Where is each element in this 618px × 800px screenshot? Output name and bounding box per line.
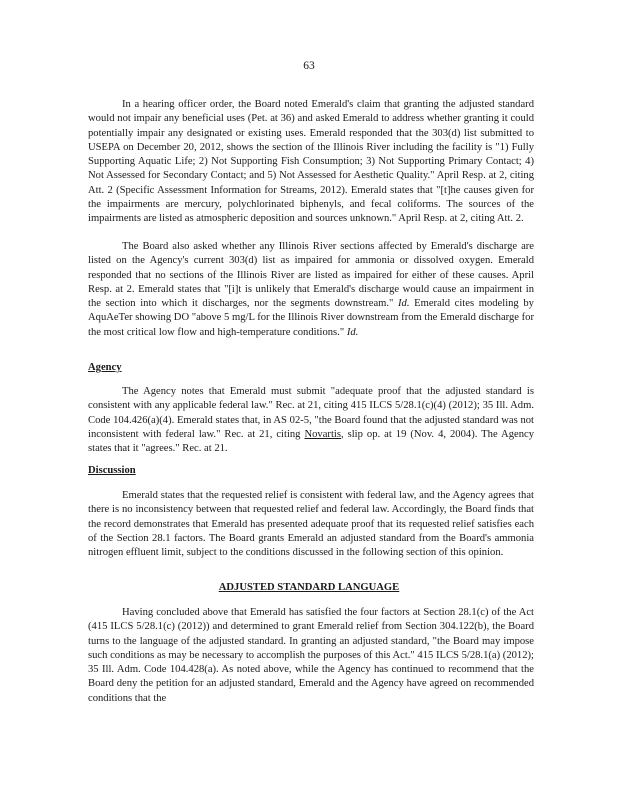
heading-agency: Agency	[88, 362, 122, 373]
paragraph-adjusted-standard	[88, 606, 534, 706]
paragraph-agency	[88, 385, 534, 456]
citation-id: Id.	[346, 326, 359, 338]
paragraph-text: Having concluded above that Emerald has satisfied the four factors at Section 28.1(c) of the Act (415 ILCS 5/28.1(c) (2012)) and determined to grant Emerald relief from Section 304.122(b), the Board turns to the language of the adjusted standard. In granting an adjusted standard, "the Board may impose such conditions as may be necessary to accomplish the purposes of this Act." 415 ILCS 5/28.1(a) (2012); 35 Ill. Adm. Code 104.428(a). As noted above, while the Agency has continued to recommend that the Board deny the petition for an adjusted standard, Emerald and the Agency have agreed on recommended conditions that the	[88, 607, 534, 704]
page-number: 63	[303, 60, 315, 72]
paragraph-text-part: The Agency notes that Emerald must submit "adequate proof that the adjusted standard is consistent with any applicable federal law." Rec. at 21, citing 415 ILCS 5/28.1(c)(4) (2012); 35 Ill. Adm. Code 104.426(a)(4). Emerald states that, in AS 02-5, "the Board found that the adjusted standard was not inconsistent with federal law." Rec. at 21, citing	[88, 386, 534, 440]
paragraph-303d-listing	[88, 240, 534, 340]
paragraph-impairment-uses	[88, 98, 534, 227]
citation-id: Id.	[398, 298, 410, 310]
paragraph-discussion	[88, 489, 534, 560]
paragraph-text: Emerald states that the requested relief is consistent with federal law, and the Agency agrees that there is no inconsistency between that requested relief and federal law. Accordingly, the Board finds that the record demonstrates that Emerald has presented adequate proof that its requested relief satisfies each of the Section 28.1 factors. The Board grants Emerald an adjusted standard from the Board's ammonia nitrogen effluent limit, subject to the conditions discussed in the following section of this opinion.	[88, 490, 534, 559]
paragraph-text: In a hearing officer order, the Board noted Emerald's claim that granting the adjusted standard would not impair any beneficial uses (Pet. at 36) and asked Emerald to address whether granting it could potentially impair any designated or existing uses. Emerald responded that the 303(d) list submitted to USEPA on December 20, 2012, shows the section of the Illinois River including the facility is "1) Fully Supporting Aquatic Life; 2) Not Supporting Fish Consumption; 3) Not Supporting Primary Contact; 4) Not Assessed for Secondary Contact; and 5) Not Assessed for Aesthetic Quality." April Resp. at 2, citing Att. 2 (Specific Assessment Information for Streams, 2012). Emerald states that "[t]he causes given for the impairments are mercury, polychlorinated biphenyls, and fecal coliforms. The sources of the impairments are listed as atmospheric deposition and sources unknown." April Resp. at 2, citing Att. 2.	[88, 99, 534, 225]
paragraph-text-part: , slip op. at 19 (Nov. 4, 2004). The Agency states that it "agrees." Rec. at 21.	[88, 428, 534, 455]
paragraph-text-part: Emerald cites modeling by AquAeTer showing DO "above 5 mg/L for the Illinois River downstream from the Emerald discharge for the most critical low flow and high-temperature conditions."	[88, 298, 534, 338]
paragraph-text	[88, 240, 534, 340]
heading-discussion: Discussion	[88, 465, 136, 476]
paragraph-text-part: The Board also asked whether any Illinois River sections affected by Emerald's discharge are listed on the Agency's current 303(d) list as impaired for ammonia or dissolved oxygen. Emerald responded that no sections of the Illinois River are listed as impaired for either of these causes. April Resp. at 2. Emerald states that "[i]t is unlikely that Emerald's discharge would cause an impairment in the section into which it discharges, nor the segments downstream."	[88, 241, 534, 310]
heading-adjusted-standard-language: ADJUSTED STANDARD LANGUAGE	[218, 582, 400, 593]
case-name: Novartis	[304, 428, 341, 440]
paragraph-text	[88, 385, 534, 456]
